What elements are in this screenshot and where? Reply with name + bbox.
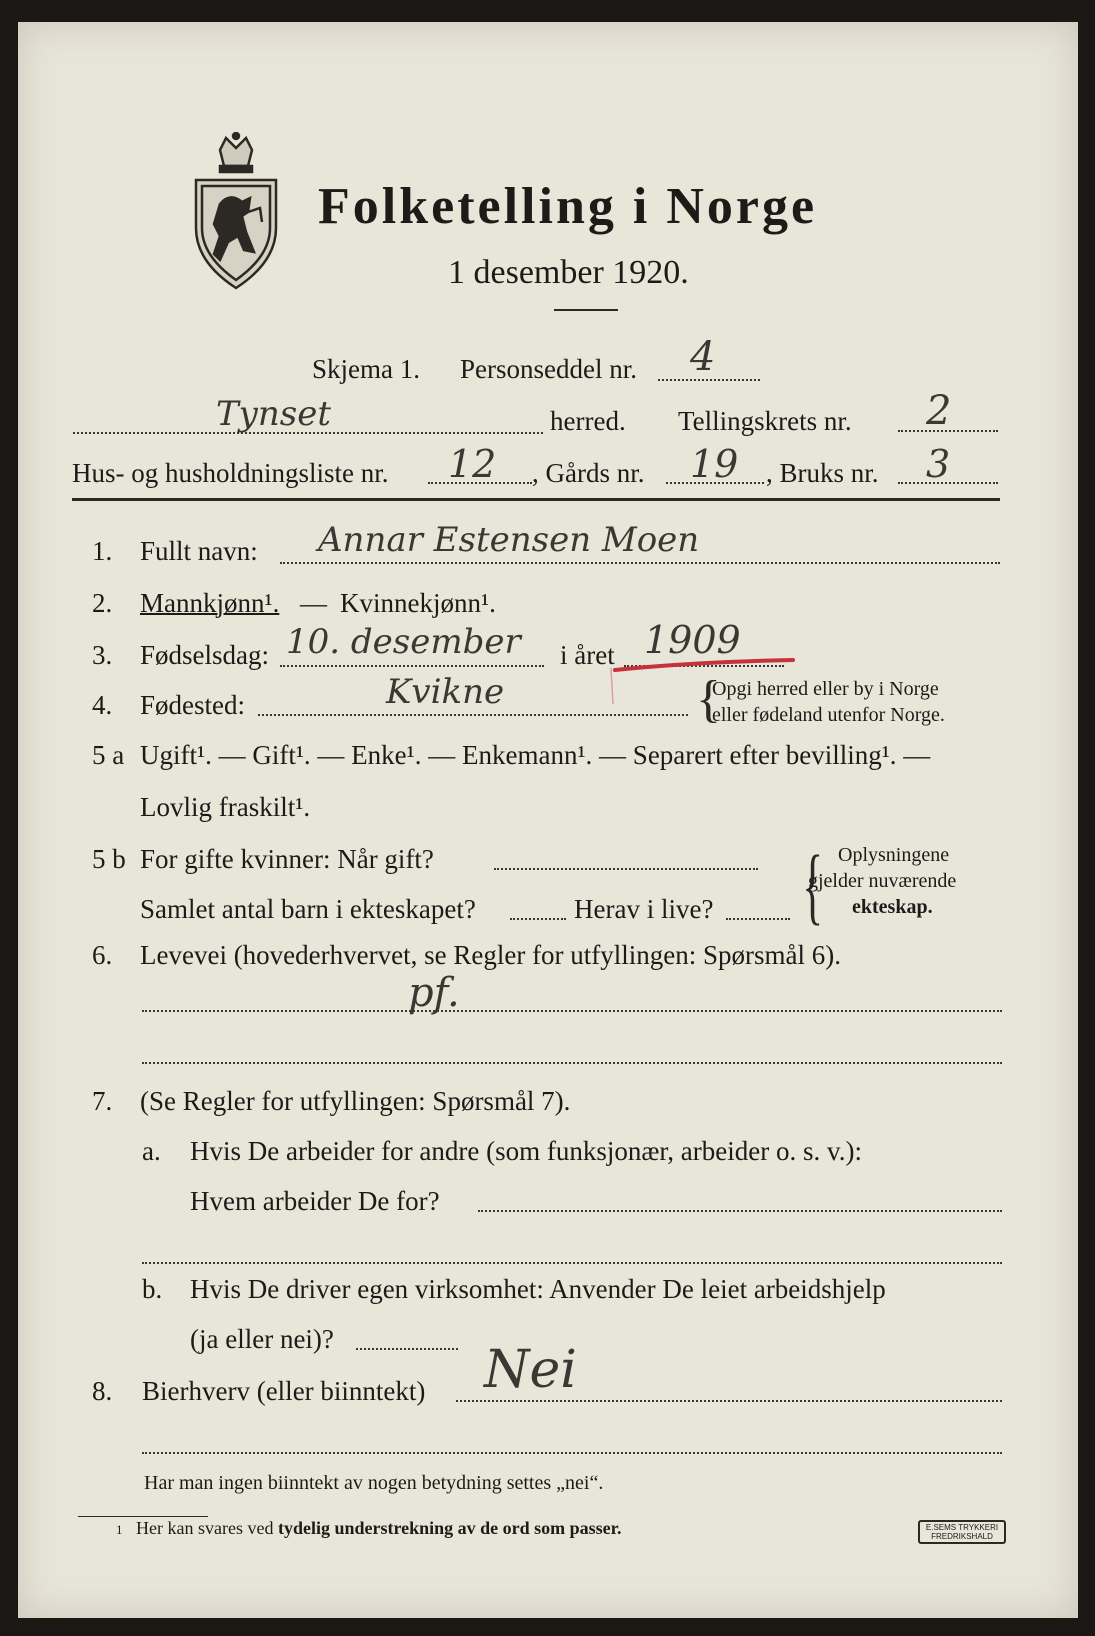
schema-label: Skjema 1. <box>312 354 420 384</box>
q7b-answer-line <box>356 1348 458 1350</box>
q5b-note-line3: ekteskap. <box>852 896 933 918</box>
q6-number: 6. <box>92 940 113 970</box>
q4-number: 4. <box>92 690 113 720</box>
q6-line2 <box>142 1062 1002 1064</box>
q1-line <box>280 562 1000 564</box>
q7b-letter: b. <box>142 1274 163 1304</box>
q8-number: 8. <box>92 1376 113 1406</box>
q1-label: Fullt navn: <box>140 536 258 566</box>
footnote-text <box>136 1518 622 1539</box>
q5a-options: Ugift¹. — Gift¹. — Enke¹. — Enkemann¹. — Separert efter bevilling¹. — <box>140 740 931 770</box>
header-rule <box>72 498 1000 501</box>
husholdningsliste-label: Hus- og husholdningsliste nr. <box>72 458 389 488</box>
q2-separator: — <box>300 588 327 618</box>
q5b-alive-label: Herav i live? <box>574 894 714 924</box>
q6-line1 <box>142 1010 1002 1012</box>
personseddel-label: Personseddel nr. <box>460 354 637 384</box>
q4-label: Fødested: <box>140 690 245 720</box>
q5b-children-label: Samlet antal barn i ekteskapet? <box>140 894 476 924</box>
bruks-label: , Bruks nr. <box>766 458 879 488</box>
q2-male: Mannkjønn¹. <box>140 588 280 618</box>
q5a-options-cont: Lovlig fraskilt¹. <box>140 792 311 822</box>
q6-value: pf. <box>408 970 460 1016</box>
title-divider <box>554 309 618 311</box>
q7a-extra-line <box>142 1262 1002 1264</box>
q4-value: Kvikne <box>386 672 505 712</box>
q8-value: Nei <box>484 1340 577 1400</box>
q3-date-value: 10. desember <box>286 622 521 662</box>
q3-year-value: 1909 <box>644 618 741 662</box>
q6-label: Levevei (hovederhvervet, se Regler for utfyllingen: Spørsmål 6). <box>140 940 842 970</box>
herred-label: herred. <box>550 406 626 436</box>
q1-value: Annar Estensen Moen <box>318 520 700 560</box>
q8-line <box>456 1400 1002 1402</box>
footnote-rule <box>78 1516 208 1517</box>
norwegian-coat-of-arms-icon <box>190 132 282 292</box>
q8-extra-line <box>142 1452 1002 1454</box>
q5b-married-when: For gifte kvinner: Når gift? <box>140 844 434 874</box>
q7a-line1: Hvis De arbeider for andre (som funksjonær, arbeider o. s. v.): <box>190 1136 862 1166</box>
q7-label: (Se Regler for utfyllingen: Spørsmål 7). <box>140 1086 571 1116</box>
q1-number: 1. <box>92 536 113 566</box>
q5b-number: 5 b <box>92 844 126 874</box>
q2-number: 2. <box>92 588 113 618</box>
q3-label: Fødselsdag: <box>140 640 270 670</box>
q5a-number: 5 a <box>92 740 125 770</box>
printer-stamp-line2: FREDRIKSHALD <box>931 1532 993 1541</box>
q4-note-line2: eller fødeland utenfor Norge. <box>712 704 945 726</box>
footnote-text-bold: tydelig understrekning av de ord som passer. <box>277 1518 622 1538</box>
printer-stamp-line1: E.SEMS TRYKKERI <box>925 1523 999 1532</box>
personseddel-value: 4 <box>690 334 716 380</box>
q7a-line2: Hvem arbeider De for? <box>190 1186 440 1216</box>
q5b-brace: { <box>802 837 823 933</box>
q7b-line1: Hvis De driver egen virksomhet: Anvender De leiet arbeidshjelp <box>190 1274 886 1304</box>
husholdningsliste-value: 12 <box>448 442 497 486</box>
q8-label: Bierhverv (eller biinntekt) <box>142 1376 426 1406</box>
form-title: Folketelling i Norge <box>318 178 818 235</box>
q5b-note-line2: gjelder nuværende <box>808 870 957 892</box>
q5b-note-line1: Oplysningene <box>838 844 950 866</box>
q5b-children-line <box>510 918 566 920</box>
q3-year-label: i året <box>560 640 615 670</box>
gards-label: , Gårds nr. <box>532 458 645 488</box>
bruks-value: 3 <box>926 442 951 486</box>
q4-line <box>258 714 688 716</box>
q7a-line2-answer <box>478 1210 1002 1212</box>
gards-value: 19 <box>690 442 739 486</box>
census-form-sheet <box>18 22 1078 1618</box>
q4-note-line1: Opgi herred eller by i Norge <box>712 678 939 700</box>
tellingskrets-value: 2 <box>926 388 952 434</box>
q7-number: 7. <box>92 1086 113 1116</box>
form-date: 1 desember 1920. <box>448 254 689 291</box>
footnote-mark: 1 <box>116 1522 123 1537</box>
q3-number: 3. <box>92 640 113 670</box>
footnote-text-regular: Her kan svares ved <box>136 1518 274 1538</box>
footer-note: Har man ingen biinntekt av nogen betydning settes „nei“. <box>144 1472 604 1494</box>
q2-female: Kvinnekjønn¹. <box>340 588 496 618</box>
q3-date-line <box>280 665 544 667</box>
tellingskrets-label: Tellingskrets nr. <box>678 406 852 436</box>
herred-value: Tynset <box>216 394 332 434</box>
q4-brace: { <box>696 671 721 728</box>
printer-stamp <box>918 1520 1006 1544</box>
q5b-alive-line <box>726 918 790 920</box>
q7a-letter: a. <box>142 1136 161 1166</box>
q7b-line2: (ja eller nei)? <box>190 1324 334 1354</box>
q5b-married-when-line <box>494 868 758 870</box>
